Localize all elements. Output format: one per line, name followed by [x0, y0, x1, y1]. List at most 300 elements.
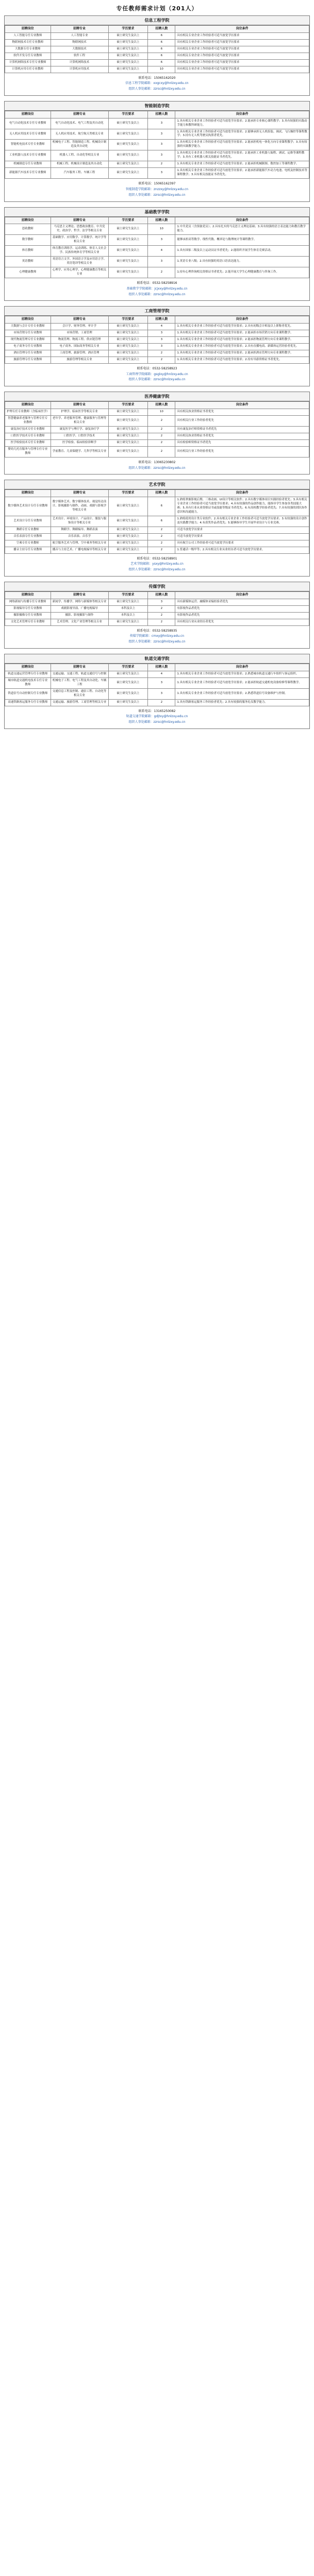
college-email: 轨道交通学院邮箱：gdjtxy@hnlzxy.edu.cn [126, 715, 188, 719]
education-cell: 硕士研究生及以上 [108, 39, 148, 46]
hr-email: 组织人事处邮箱：zzrsc@hnlzxy.edu.cn [128, 193, 186, 197]
column-header: 岗位条件 [175, 490, 309, 497]
column-header: 学历要求 [108, 26, 148, 33]
education-cell: 硕士研究生及以上 [108, 540, 148, 547]
count-cell: 2 [148, 533, 175, 540]
column-header: 学历要求 [108, 316, 148, 324]
table-row [5, 533, 309, 540]
education-cell: 硕士研究生及以上 [108, 533, 148, 540]
contact-phone: 联系电话：0532-58258901 [137, 556, 177, 561]
column-header: 招聘人数 [148, 490, 175, 497]
section-8 [4, 654, 310, 729]
table-row [5, 433, 309, 439]
condition-cell: 1.具有铁路客运服务工作经验者优先；2.具有较强的服务礼仪教学能力。 [175, 699, 309, 706]
education-cell: 硕士研究生及以上 [108, 433, 148, 439]
table-row [5, 671, 309, 677]
condition-cell: 1.具有相关专业企业工作经验者可适当放宽学历要求；2.熟悉铁道信号设备维护与控制。 [175, 688, 309, 699]
major-cell: 物联网技术 [51, 39, 108, 46]
education-cell: 硕士研究生及以上 [108, 688, 148, 699]
education-cell: 硕士研究生及以上 [108, 161, 148, 168]
education-cell: 硕士研究生及以上 [108, 599, 148, 605]
jobs-table [5, 591, 309, 626]
major-cell: 摄影、影视摄影与制作 [51, 612, 108, 619]
condition-cell: 具有相关执业资格证书者优先 [175, 433, 309, 439]
count-cell: 2 [148, 357, 175, 363]
table-row [5, 168, 309, 179]
post-cell: 现代物流管理专任专业教师 [5, 337, 51, 344]
post-cell: 医学检验技术专任专业教师 [5, 439, 51, 446]
column-header: 招聘岗位 [5, 111, 51, 118]
section-title: 传媒学院 [5, 582, 309, 591]
post-cell: 城市轨道交通机电技术专任专业教师 [5, 677, 51, 688]
hr-email: 组织人事处邮箱：zzrsc@hnlzxy.edu.cn [128, 640, 186, 644]
post-cell: 大数据与会计专任专业教师 [5, 324, 51, 330]
condition-cell: 具有相关行业工作经验者优先 [175, 415, 309, 426]
condition-cell: 1.具有相关专业企业工作经验者可适当放宽学历要求；2.能承担市场营销方向专业课程教学。 [175, 330, 309, 337]
education-cell: 硕士研究生及以上 [108, 343, 148, 350]
major-cell: 老年学、养老服务管理、健康服务与管理等相关专业 [51, 415, 108, 426]
condition-cell: 具有相关专业企业工作经验者可适当放宽学历要求 [175, 39, 309, 46]
post-cell: 摄影摄像专任专业教师 [5, 612, 51, 619]
major-cell: 机械电子工程、电气工程及其自动化、车辆工程 [51, 677, 108, 688]
post-cell: 播音主持专任专业教师 [5, 547, 51, 553]
count-cell: 6 [148, 53, 175, 59]
post-cell: 英语教师 [5, 257, 51, 267]
table-row [5, 140, 309, 150]
table-header-row [5, 316, 309, 324]
post-cell: 酒店管理专任专业教师 [5, 350, 51, 357]
education-cell: 硕士研究生及以上 [108, 257, 148, 267]
condition-cell: 具有相关专业企业工作经验者可适当放宽学历要求 [175, 59, 309, 66]
count-cell: 2 [148, 540, 175, 547]
jobs-table [5, 489, 309, 553]
table-header-row [5, 490, 309, 497]
table-row [5, 699, 309, 706]
condition-cell: 具有相关行业从业经历者优先 [175, 619, 309, 625]
post-cell: 计算机网络技术专任专业教师 [5, 59, 51, 66]
table-row [5, 497, 309, 516]
condition-cell: 1.具有相关专业企业工作经验者可适当放宽学历要求；2.能承担轨道交通机电设备检修等课程教学。 [175, 677, 309, 688]
post-cell: 舞蹈专任专业教师 [5, 527, 51, 533]
recruitment-page [0, 0, 314, 737]
count-cell: 3 [148, 235, 175, 246]
education-cell: 硕士研究生及以上 [108, 446, 148, 457]
post-cell: 软件开发专任专业教师 [5, 53, 51, 59]
education-cell: 硕士研究生及以上 [108, 324, 148, 330]
column-header: 招聘专业 [51, 26, 108, 33]
section-6 [4, 480, 310, 577]
post-cell: 婴幼儿托育服务与管理专任专业教师 [5, 446, 51, 457]
column-header: 招聘岗位 [5, 402, 51, 409]
college-email: 信息工程学院邮箱：xxgcxy@hnlzxy.edu.cn [125, 81, 189, 86]
count-cell: 6 [148, 59, 175, 66]
table-row [5, 150, 309, 161]
education-cell: 硕士研究生及以上 [108, 118, 148, 129]
education-cell: 本科及以上 [108, 612, 148, 619]
contact-info [5, 706, 309, 728]
column-header: 招聘人数 [148, 592, 175, 599]
major-cell: 心理学、应用心理学、心理健康教育等相关专业 [51, 267, 108, 278]
section-title: 艺术学院 [5, 480, 309, 489]
contact-phone: 联系电话：0532-58258916 [137, 281, 177, 285]
count-cell: 3 [148, 118, 175, 129]
table-row [5, 439, 309, 446]
major-cell: 机械工程、机械设计制造及其自动化 [51, 161, 108, 168]
major-cell: 新闻学、传播学、网络与新媒体等相关专业 [51, 599, 108, 605]
post-cell: 人工智能专任专业教师 [5, 32, 51, 39]
column-header: 招聘岗位 [5, 592, 51, 599]
major-cell: 计算机应用技术 [51, 66, 108, 73]
condition-cell: 有影视作品者优先 [175, 605, 309, 612]
condition-cell: 1.具有相关专业企业工作经验者可适当放宽学历要求；2.具有直播电商、新媒体运营经验者优先。 [175, 343, 309, 350]
table-row [5, 540, 309, 547]
table-header-row [5, 402, 309, 409]
condition-cell: 可适当放宽学历要求 [175, 533, 309, 540]
hr-email: 组织人事处邮箱：zzrsc@hnlzxy.edu.cn [128, 720, 186, 724]
table-row [5, 267, 309, 278]
count-cell: 4 [148, 324, 175, 330]
condition-cell: 1.英语专业八级；2.具有较强的英语口语表达能力。 [175, 257, 309, 267]
education-cell: 硕士研究生及以上 [108, 66, 148, 73]
table-header-row [5, 592, 309, 599]
column-header: 岗位条件 [175, 402, 309, 409]
count-cell: 2 [148, 619, 175, 625]
major-cell: 医学检验、临床检验诊断学 [51, 439, 108, 446]
count-cell: 3 [148, 677, 175, 688]
major-cell: 航空服务艺术与管理、空中乘务等相关专业 [51, 540, 108, 547]
section-5 [4, 392, 310, 474]
column-header: 招聘人数 [148, 316, 175, 324]
contact-phone: 联系电话：0532-58258935 [137, 629, 177, 633]
post-cell: 轨道交通运营管理专任专业教师 [5, 671, 51, 677]
post-cell: 艺术设计专任专业教师 [5, 516, 51, 527]
jobs-table [5, 111, 309, 179]
count-cell: 3 [148, 140, 175, 150]
condition-cell: 有影视作品者优先 [175, 612, 309, 619]
count-cell: 3 [148, 129, 175, 140]
major-cell: 戏剧影视导演、广播电视编导 [51, 605, 108, 612]
post-cell: 康复治疗技术专任专业教师 [5, 426, 51, 433]
major-cell: 学前教育、儿童保健学、儿科学等相关专业 [51, 446, 108, 457]
count-cell: 3 [148, 330, 175, 337]
education-cell: 硕士研究生及以上 [108, 619, 148, 625]
column-header: 岗位条件 [175, 664, 309, 671]
count-cell: 6 [148, 497, 175, 516]
education-cell: 硕士研究生及以上 [108, 409, 148, 415]
major-cell: 物流管理、物流工程、供应链管理 [51, 337, 108, 344]
post-cell: 大数据专任专业教师 [5, 46, 51, 53]
table-row [5, 415, 309, 426]
major-cell: 软件工程 [51, 53, 108, 59]
table-row [5, 161, 309, 168]
major-cell: 康复医学与理疗学、康复治疗学 [51, 426, 108, 433]
jobs-table [5, 664, 309, 706]
count-cell: 2 [148, 415, 175, 426]
table-row [5, 357, 309, 363]
contact-phone: 联系电话：13165250082 [138, 709, 176, 713]
condition-cell: 1.具有相关专业企业工作经验者可适当放宽学历要求；2.能承担物流管理方向专业课程教学。 [175, 337, 309, 344]
major-cell: 机器人工程、自动化等相关专业 [51, 150, 108, 161]
table-row [5, 129, 309, 140]
major-cell: 市场营销、工商管理 [51, 330, 108, 337]
education-cell: 硕士研究生及以上 [108, 150, 148, 161]
contact-info [5, 278, 309, 300]
major-cell: 基础数学、应用数学、计算数学、统计学等相关专业 [51, 235, 108, 246]
count-cell: 2 [148, 605, 175, 612]
count-cell: 4 [148, 671, 175, 677]
column-header: 招聘人数 [148, 111, 175, 118]
post-cell: 市场营销专任专业教师 [5, 330, 51, 337]
major-cell: 交通运输、旅游管理、工商管理等相关专业 [51, 699, 108, 706]
table-row [5, 59, 309, 66]
college-email: 传媒学院邮箱：cmxy@hnlzxy.edu.cn [129, 634, 185, 638]
condition-cell: 具有相关专业企业工作经验者可适当放宽学历要求 [175, 66, 309, 73]
condition-cell: 1.熟练使用设计类专业软件；2.具有相关专业企业工作经验者可适当放宽学历要求；3.有较强的设计创作及实践教学能力；4.有获奖作品者优先；5.能够指导学生开展毕业设计与专业竞赛。 [175, 516, 309, 527]
college-email: 工商管理学院邮箱：gsglxy@hnlzxy.edu.cn [126, 372, 188, 376]
table-row [5, 343, 309, 350]
table-row [5, 527, 309, 533]
condition-cell: 1.中共党员（含预备党员）；2.具有扎实的马克思主义理论基础；3.具有较强的语言表达能力和教育教学能力。 [175, 224, 309, 235]
major-cell: 机械电子工程、智能制造工程、机械设计制造及其自动化 [51, 140, 108, 150]
condition-cell: 1.具有相关专业企业工作经验者可适当放宽学历要求；2.能承担工业机器人编程、调试、运维等课程教学；3.具有工业机器人相关技能证书者优先。 [175, 150, 309, 161]
column-header: 招聘专业 [51, 111, 108, 118]
condition-cell: 具有相关专业企业工作经验者可适当放宽学历要求 [175, 46, 309, 53]
table-row [5, 330, 309, 337]
education-cell: 硕士研究生及以上 [108, 330, 148, 337]
education-cell: 硕士研究生及以上 [108, 246, 148, 257]
education-cell: 硕士研究生及以上 [108, 527, 148, 533]
table-row [5, 516, 309, 527]
column-header: 招聘岗位 [5, 217, 51, 224]
table-row [5, 224, 309, 235]
post-cell: 铁道信号自动控制专任专业教师 [5, 688, 51, 699]
table-row [5, 66, 309, 73]
education-cell: 硕士研究生及以上 [108, 224, 148, 235]
major-cell: 电气自动化技术、电气工程及其自动化 [51, 118, 108, 129]
section-title: 工商管理学院 [5, 307, 309, 316]
count-cell: 6 [148, 46, 175, 53]
column-header: 招聘岗位 [5, 490, 51, 497]
post-cell: 新能源汽车技术专任专业教师 [5, 168, 51, 179]
column-header: 学历要求 [108, 592, 148, 599]
education-cell: 硕士研究生及以上 [108, 547, 148, 553]
count-cell: 2 [148, 547, 175, 553]
condition-cell: 具有相关专业企业工作经验者可适当放宽学历要求 [175, 53, 309, 59]
table-row [5, 688, 309, 699]
major-cell: 无人机应用技术、航空航天类相关专业 [51, 129, 108, 140]
table-row [5, 446, 309, 457]
table-header-row [5, 217, 309, 224]
post-cell: 网络新闻与传播专任专业教师 [5, 599, 51, 605]
condition-cell: 1.具有相关专业企业工作经验者可适当放宽学历要求；2.具有初级会计师及以上职称者优先。 [175, 324, 309, 330]
count-cell: 3 [148, 337, 175, 344]
post-cell: 无人机应用技术专任专业教师 [5, 129, 51, 140]
condition-cell: 1.具有国家二级及以上运动员证书者优先；2.能组织开展学生体育竞赛活动。 [175, 246, 309, 257]
column-header: 学历要求 [108, 217, 148, 224]
jobs-table [5, 217, 309, 278]
count-cell: 3 [148, 150, 175, 161]
condition-cell: 1.具有相关专业企业工作经验者可适当放宽学历要求；2.熟悉城市轨道交通行车组织与客运组织。 [175, 671, 309, 677]
table-row [5, 612, 309, 619]
education-cell: 硕士研究生及以上 [108, 699, 148, 706]
post-cell: 高速铁路客运服务专任专业教师 [5, 699, 51, 706]
column-header: 招聘岗位 [5, 316, 51, 324]
section-title: 智能制造学院 [5, 101, 309, 111]
contact-info [5, 73, 309, 95]
major-cell: 英语语言文学、外国语言学及应用语言学、英语笔译等相关专业 [51, 257, 108, 267]
major-cell: 会计学、财务管理、审计学 [51, 324, 108, 330]
post-cell: 数学教师 [5, 235, 51, 246]
contact-info [5, 554, 309, 576]
table-row [5, 39, 309, 46]
condition-cell: 具有相关行业工作经验者优先 [175, 446, 309, 457]
condition-cell: 具有相关专业企业工作经验者可适当放宽学历要求 [175, 32, 309, 39]
column-header: 招聘人数 [148, 26, 175, 33]
condition-cell: 能够承担高等数学、线性代数、概率论与数理统计等课程教学。 [175, 235, 309, 246]
hr-email: 组织人事处邮箱：zzrsc@hnlzxy.edu.cn [128, 466, 186, 470]
section-title: 轨道交通学院 [5, 654, 309, 664]
count-cell: 2 [148, 527, 175, 533]
section-2 [4, 101, 310, 202]
column-header: 招聘岗位 [5, 664, 51, 671]
condition-cell: 1.具有相关专业企业工作经验者可适当放宽学历要求；2.持有导游资格证书者优先。 [175, 357, 309, 363]
major-cell: 音乐表演、音乐学 [51, 533, 108, 540]
table-row [5, 46, 309, 53]
count-cell: 3 [148, 168, 175, 179]
count-cell: 2 [148, 161, 175, 168]
post-cell: 口腔医学技术专任专业教师 [5, 433, 51, 439]
major-cell: 交通运输、交通工程、轨道交通信号与控制 [51, 671, 108, 677]
condition-cell: 1.具有相关专业企业工作经验者可适当放宽学历要求；2.能承担酒店管理方向专业课程教学。 [175, 350, 309, 357]
post-cell: 智慧健康养老服务与管理专任专业教师 [5, 415, 51, 426]
column-header: 招聘岗位 [5, 26, 51, 33]
education-cell: 硕士研究生及以上 [108, 350, 148, 357]
count-cell: 3 [148, 257, 175, 267]
major-cell: 人工智能专业 [51, 32, 108, 39]
column-header: 岗位条件 [175, 217, 309, 224]
table-row [5, 324, 309, 330]
education-cell: 硕士研究生及以上 [108, 497, 148, 516]
page-title: 专任教师需求计划（201人） [116, 5, 198, 12]
table-row [5, 257, 309, 267]
section-1 [4, 15, 310, 96]
column-header: 招聘专业 [51, 490, 108, 497]
column-header: 岗位条件 [175, 316, 309, 324]
count-cell: 2 [148, 433, 175, 439]
major-cell: 艺术设计、环境设计、产品设计、服装与服饰设计等相关专业 [51, 516, 108, 527]
count-cell: 2 [148, 612, 175, 619]
condition-cell: 1.具有相关专业企业工作经验者可适当放宽学历要求；2.能承担机电一体化方向专业课程教学；3.具有较强的实践教学能力。 [175, 140, 309, 150]
table-row [5, 53, 309, 59]
education-cell: 硕士研究生及以上 [108, 516, 148, 527]
hr-email: 组织人事处邮箱：zzrsc@hnlzxy.edu.cn [128, 568, 186, 572]
contact-phone: 联系电话：13065230802 [138, 460, 176, 464]
count-cell: 3 [148, 343, 175, 350]
condition-cell: 1.具有相关专业企业工作经验者可适当放宽学历要求；2.能承担新能源汽车动力电池、电机及控制技术等课程教学；3.具有相关技能证书者优先。 [175, 168, 309, 179]
count-cell: 10 [148, 409, 175, 415]
education-cell: 硕士研究生及以上 [108, 59, 148, 66]
count-cell: 6 [148, 516, 175, 527]
education-cell: 硕士研究生及以上 [108, 235, 148, 246]
college-email: 基础教学学院邮箱：jcjxxy@hnlzxy.edu.cn [126, 286, 188, 291]
major-cell: 口腔医学、口腔医学技术 [51, 433, 108, 439]
post-cell: 计算机应用专任专业教师 [5, 66, 51, 73]
contact-phone: 联系电话：0532-58258923 [137, 366, 177, 370]
hr-email: 组织人事处邮箱：zzrsc@hnlzxy.edu.cn [128, 292, 186, 296]
condition-cell: 1.具有相关专业企业工作经验者可适当放宽学历要求；2.能够承担无人机组装、调试、飞行操控等课程教学；3.持有无人机驾驶员执照者优先。 [175, 129, 309, 140]
column-header: 学历要求 [108, 490, 148, 497]
contact-info [5, 457, 309, 474]
section-3 [4, 207, 310, 301]
contact-info [5, 179, 309, 201]
post-cell: 文化艺术管理专任专业教师 [5, 619, 51, 625]
education-cell: 硕士研究生及以上 [108, 426, 148, 433]
table-row [5, 677, 309, 688]
column-header: 岗位条件 [175, 26, 309, 33]
section-title: 信息工程学院 [5, 16, 309, 25]
condition-cell: 具有航空公司工作经验者可适当放宽学历要求 [175, 540, 309, 547]
count-cell: 2 [148, 267, 175, 278]
table-row [5, 426, 309, 433]
post-cell: 电子商务专任专业教师 [5, 343, 51, 350]
column-header: 招聘人数 [148, 217, 175, 224]
column-header: 招聘人数 [148, 664, 175, 671]
post-cell: 工业机器人技术专任专业教师 [5, 150, 51, 161]
table-header-row [5, 26, 309, 33]
column-header: 招聘专业 [51, 592, 108, 599]
major-cell: 计算机网络技术 [51, 59, 108, 66]
table-row [5, 619, 309, 625]
major-cell: 舞蹈学、舞蹈编导、舞蹈表演 [51, 527, 108, 533]
section-7 [4, 582, 310, 649]
column-header: 学历要求 [108, 664, 148, 671]
condition-cell: 具有康复治疗师资格证书者优先 [175, 426, 309, 433]
count-cell: 2 [148, 699, 175, 706]
condition-cell: 具有检验师资格证书者优先 [175, 439, 309, 446]
major-cell: 旅游管理等相关专业 [51, 357, 108, 363]
column-header: 招聘人数 [148, 402, 175, 409]
jobs-table [5, 316, 309, 364]
education-cell: 硕士研究生及以上 [108, 53, 148, 59]
post-cell: 护理专任专业教师（含临床医学） [5, 409, 51, 415]
table-row [5, 32, 309, 39]
section-title: 基础教学学院 [5, 208, 309, 217]
education-cell: 硕士研究生及以上 [108, 46, 148, 53]
education-cell: 硕士研究生及以上 [108, 32, 148, 39]
major-cell: 交通信息工程及控制、通信工程、自动化等相关专业 [51, 688, 108, 699]
contact-info [5, 626, 309, 648]
section-title: 医养健康学院 [5, 392, 309, 401]
count-cell: 6 [148, 39, 175, 46]
post-cell: 旅游管理专任专业教师 [5, 357, 51, 363]
education-cell: 硕士研究生及以上 [108, 168, 148, 179]
post-cell: 影视编导专任专业教师 [5, 605, 51, 612]
education-cell: 硕士研究生及以上 [108, 129, 148, 140]
column-header: 岗位条件 [175, 592, 309, 599]
condition-cell: 可适当放宽学历要求 [175, 527, 309, 533]
major-cell: 体育教育训练学、运动训练、体育人文社会学、民族传统体育学等相关专业 [51, 246, 108, 257]
contact-phone: 联系电话：15065162397 [138, 182, 176, 186]
section-4 [4, 306, 310, 386]
condition-cell: 1.普通话一级甲等；2.具有相关行业从业经历者可适当放宽学历要求。 [175, 547, 309, 553]
contact-info [5, 364, 309, 386]
column-header: 岗位条件 [175, 111, 309, 118]
post-cell: 数字媒体艺术设计专任专业教师 [5, 497, 51, 516]
post-cell: 体育教师 [5, 246, 51, 257]
college-email: 智能制造学院邮箱：znzzxy@hnlzxy.edu.cn [125, 188, 189, 192]
major-cell: 工商管理、旅游管理、酒店管理 [51, 350, 108, 357]
education-cell: 硕士研究生及以上 [108, 677, 148, 688]
